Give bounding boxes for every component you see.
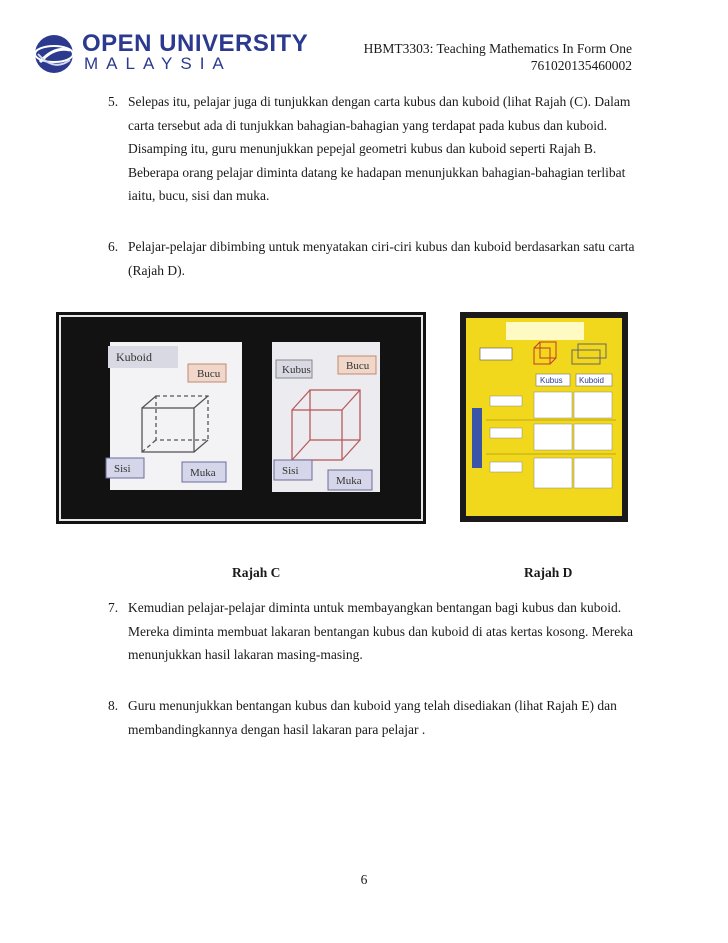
- course-title: HBMT3303: Teaching Mathematics In Form One: [363, 41, 632, 56]
- kuboid-label: Kuboid: [116, 350, 152, 364]
- oum-globe-icon: [32, 32, 76, 76]
- logo-line-2: MALAYSIA: [84, 54, 232, 73]
- logo-line-1: OPEN UNIVERSITY: [82, 30, 309, 57]
- list-item-8: [108, 694, 648, 741]
- item-text: Guru menunjukkan bentangan kubus dan kuboid yang telah disediakan (lihat Rajah E) dan membandingkannya dengan hasil lakaran para pelajar .: [128, 698, 617, 737]
- muka2-label: Muka: [336, 475, 362, 487]
- item-number: 5.: [108, 94, 119, 109]
- rajah-d-photo: [460, 312, 628, 522]
- page-number: 6: [360, 872, 368, 887]
- sisi-label: Sisi: [114, 463, 131, 475]
- bucu2-label: Bucu: [346, 360, 370, 372]
- rajah-c-caption: Rajah C: [232, 565, 281, 580]
- kubus-label: Kubus: [282, 364, 311, 376]
- item-number: 7.: [108, 600, 119, 615]
- item-number: 6.: [108, 239, 119, 254]
- item-text: Selepas itu, pelajar juga di tunjukkan dengan carta kubus dan kuboid (lihat Rajah (C). Dalam carta tersebut ada di tunjukkan bahagian-bahagian yang terdapat pada kubus dan kuboid. Disamping itu, guru menunjukkan pepejal geometri kubus dan kuboid seperti Rajah B. Beberapa orang pelajar diminta datang ke hadapan menunjukkan bahagian-bahagian terlibat iaitu, bucu, sisi dan muka.: [128, 94, 631, 203]
- rajah-c-photo: [56, 312, 426, 524]
- item-text: Kemudian pelajar-pelajar diminta untuk membayangkan bentangan bagi kubus dan kuboid. Mereka diminta membuat lakaran bentangan kubus dan kuboid di atas kertas kosong. Mereka menunjukkan hasil lakaran masing-masing.: [128, 600, 633, 662]
- kubus-header: Kubus: [540, 376, 563, 385]
- item-number: 8.: [108, 698, 119, 713]
- item-text: Pelajar-pelajar dibimbing untuk menyatakan ciri-ciri kubus dan kuboid berdasarkan satu carta (Rajah D).: [128, 239, 635, 278]
- student-id: 761020135460002: [530, 58, 632, 73]
- muka-label: Muka: [190, 467, 216, 479]
- bucu-label: Bucu: [197, 368, 221, 380]
- list-item-7: [108, 596, 648, 667]
- sisi2-label: Sisi: [282, 465, 299, 477]
- open-university-malaysia-logo: [30, 30, 309, 76]
- list-item-5: [108, 90, 648, 208]
- page-header: [364, 40, 632, 74]
- list-item-6: [108, 235, 648, 282]
- rajah-d-caption: Rajah D: [524, 565, 573, 580]
- kuboid-header: Kuboid: [579, 376, 604, 385]
